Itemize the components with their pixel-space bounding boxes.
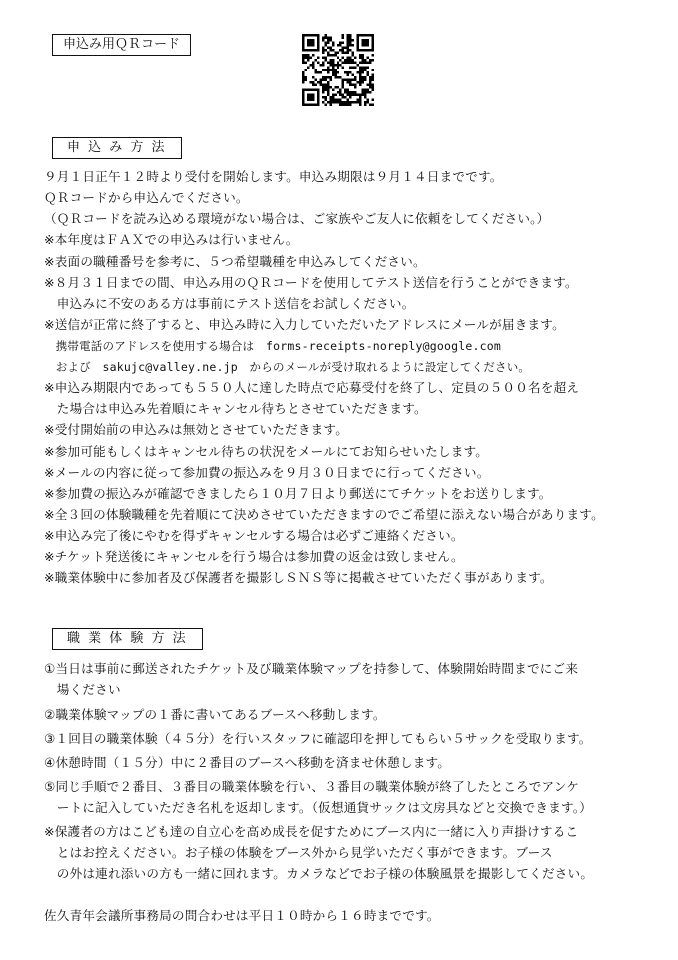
- application-line: ＱＲコードから申込んでください。: [44, 190, 249, 205]
- application-method-heading: 申 込 み 方 法: [52, 137, 182, 159]
- application-line: ※受付開始前の申込みは無効とさせていただきます。: [44, 422, 349, 437]
- experience-line: ④休憩時間（１５分）中に２番目のブースへ移動を済ませ休憩します。: [44, 755, 451, 770]
- application-line: ※申込み完了後にやむを得ずキャンセルする場合は必ずご連絡ください。: [44, 528, 464, 543]
- experience-line: ②職業体験マップの１番に書いてあるブースへ移動します。: [44, 707, 386, 722]
- qr-code-icon[interactable]: [302, 34, 374, 106]
- email-address-line: 携帯電話のアドレスを使用する場合は forms-receipts-noreply@google.com: [44, 339, 502, 353]
- application-line: 申込みに不安のある方は事前にテスト送信をお試しください。: [44, 296, 415, 311]
- application-line: ※送信が正常に終了すると、申込み時に入力していただいたアドレスにメールが届きます。: [44, 317, 565, 332]
- application-line: ※全３回の体験職種を先着順にて決めさせていただきますのでご希望に添えない場合があります。: [44, 507, 604, 522]
- experience-line: ートに記入していただき名札を返却します。（仮想通貨サックは文房具などと交換できます。）: [44, 800, 593, 815]
- application-line: ※本年度はＦＡＸでの申込みは行いません。: [44, 232, 299, 247]
- application-line: （ＱＲコードを読み込める環境がない場合は、ご家族やご友人に依頼をしてください。）: [44, 211, 550, 226]
- application-line: ※メールの内容に従って参加費の振込みを９月３０日までに行ってください。: [44, 465, 490, 480]
- experience-line: とはお控えください。お子様の体験をブース外から見学いただく事ができます。ブース: [44, 845, 553, 860]
- qr-section-label: 申込み用ＱＲコード: [52, 34, 191, 56]
- experience-line: ⑤同じ手順で２番目、３番目の職業体験を行い、３番目の職業体験が終了したところでアンケ: [44, 779, 580, 794]
- experience-line: の外は連れ添いの方も一緒に回れます。カメラなどでお子様の体験風景を撮影してください。: [44, 866, 594, 881]
- application-line: ※参加費の振込みが確認できましたら１０月７日より郵送にてチケットをお送りします。: [44, 486, 552, 501]
- application-line: ※チケット発送後にキャンセルを行う場合は参加費の返金は致しません。: [44, 549, 464, 564]
- experience-line: ③１回目の職業体験（４５分）を行いスタッフに確認印を押してもらい５サックを受取ります。: [44, 731, 592, 746]
- application-line: ９月１日正午１２時より受付を開始します。申込み期限は９月１４日までです。: [44, 169, 503, 184]
- application-line: ※申込み期限内であっても５５０人に達した時点で応募受付を終了し、定員の５００名を超え: [44, 380, 580, 395]
- application-line: ※８月３１日までの間、申込み用のＱＲコードを使用してテスト送信を行うことができます。: [44, 275, 578, 290]
- application-line: ※参加可能もしくはキャンセル待ちの状況をメールにてお知らせいたします。: [44, 444, 489, 459]
- contact-hours-note: 佐久青年会議所事務局の問合わせは平日１０時から１６時までです。: [44, 908, 440, 923]
- application-line: た場合は申込み先着順にキャンセル待ちとさせていただきます。: [44, 401, 427, 416]
- email-address-line: および sakujc@valley.ne.jp からのメールが受け取れるように設定してください。: [44, 360, 531, 374]
- experience-line: ※保護者の方はこども達の自立心を高め成長を促すためにブース内に一緒に入り声掛けするこ: [44, 824, 579, 839]
- application-line: ※表面の職種番号を参考に、５つ希望職種を申込みしてください。: [44, 254, 426, 269]
- experience-method-heading: 職 業 体 験 方 法: [52, 628, 203, 650]
- application-line: ※職業体験中に参加者及び保護者を撮影しＳＮＳ等に掲載させていただく事があります。: [44, 570, 553, 585]
- experience-line: 場ください: [44, 682, 121, 697]
- experience-line: ①当日は事前に郵送されたチケット及び職業体験マップを持参して、体験開始時間までにご来: [44, 661, 579, 676]
